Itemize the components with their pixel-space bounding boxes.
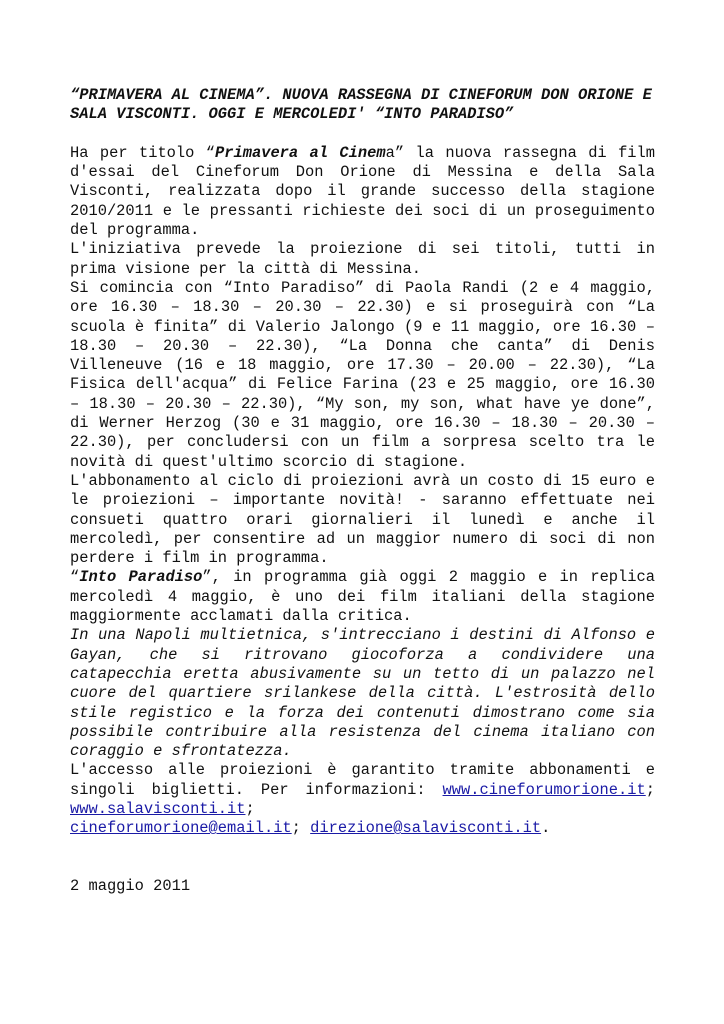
film-title: Into Paradiso	[79, 568, 203, 587]
intro-post: a” la nuova rassegna di film d'essai del Cineforum Don Orione di Messina e della Sala Visconti, realizzata dopo il grande successo della stagione 2010/2011 e le pressanti richieste dei soci di un proseguimento del programma.	[70, 143, 656, 240]
film-pre: “	[70, 568, 80, 587]
link-cineforum-site[interactable]: www.cineforumorione.it	[442, 780, 646, 799]
paragraph-intro	[70, 144, 655, 240]
accesso-text: L'accesso alle proiezioni è garantito tramite abbonamenti e singoli biglietti. Per informazioni:	[70, 761, 655, 799]
link-cineforum-email[interactable]: cineforumorione@email.it	[70, 819, 292, 838]
paragraph-abbonamento: L'abbonamento al ciclo di proiezioni avrà un costo di 15 euro e le proiezioni – importante novità! - saranno effettuate nei consueti quattro orari giornalieri il lunedì e anche il mercoledì, per consentire ad un maggior numero di soci di non perdere i film in programma.	[70, 471, 655, 568]
paragraph-into-paradiso	[70, 568, 655, 626]
rassegna-title: Primavera al Cinem	[215, 143, 386, 162]
sep-1: ;	[645, 780, 655, 799]
film-post: ”, in programma già oggi 2 maggio e in replica mercoledì 4 maggio, è uno dei film italiani della stagione maggiormente acclamati dalla critica.	[70, 568, 655, 626]
document-page	[70, 86, 655, 912]
contacts-end: .	[541, 819, 551, 838]
paragraph-contacts	[70, 819, 655, 838]
link-salavisconti-site[interactable]: www.salavisconti.it	[70, 799, 246, 818]
paragraph-accesso	[70, 761, 655, 819]
article-title: “PRIMAVERA AL CINEMA”. NUOVA RASSEGNA DI CINEFORUM DON ORIONE E SALA VISCONTI. OGGI E MERCOLEDI' “INTO PARADISO”	[70, 86, 652, 124]
paragraph-iniziativa: L'iniziativa prevede la proiezione di sei titoli, tutti in prima visione per la città di Messina.	[70, 240, 655, 278]
sep-2: ;	[245, 799, 255, 818]
intro-pre: Ha per titolo “	[70, 143, 216, 162]
paragraph-programma: Si comincia con “Into Paradiso” di Paola Randi (2 e 4 maggio, ore 16.30 – 18.30 – 20.30 – 22.30) e si proseguirà con “La scuola è finita” di Valerio Jalongo (9 e 11 maggio, ore 16.30 – 18.30 – 20.30 – 22.30), “La Donna che canta” di Denis Villeneuve (16 e 18 maggio, ore 17.30 – 20.00 – 22.30), “La Fisica dell'acqua” di Felice Farina (23 e 25 maggio, ore 16.30 – 18.30 – 20.30 – 22.30), “My son, my son, what have ye done”, di Werner Herzog (30 e 31 maggio, ore 16.30 – 18.30 – 20.30 – 22.30), per concludersi con un film a sorpresa scelto tra le novità di quest'ultimo scorcio di stagione.	[70, 278, 655, 471]
link-salavisconti-email[interactable]: direzione@salavisconti.it	[310, 819, 542, 838]
paragraph-synopsis: In una Napoli multietnica, s'intrecciano i destini di Alfonso e Gayan, che si ritrovano giocoforza a condividere una catapecchia eretta abusivamente su un tetto di un palazzo nel cuore del quartiere srilankese della città. L'estrosità dello stile registico e la forza dei contenuti dimostrano come sia possibile contribuire alla resistenza del cinema italiano con coraggio e sfrontatezza.	[70, 626, 655, 761]
sep-3: ;	[291, 819, 301, 838]
publication-date: 2 maggio 2011	[70, 877, 191, 896]
